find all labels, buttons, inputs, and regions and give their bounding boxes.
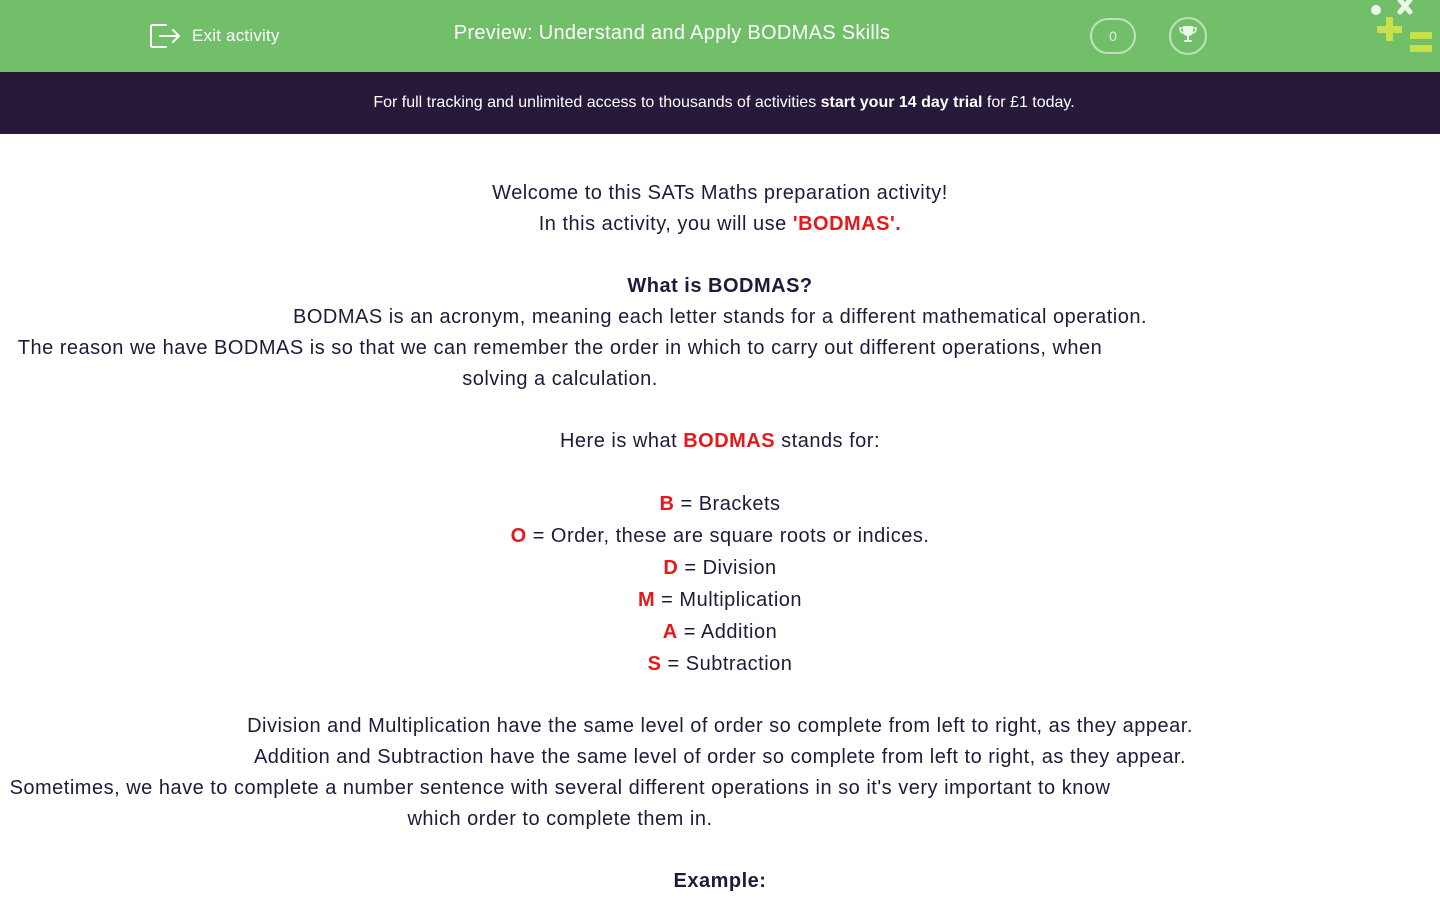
banner-text: For full tracking and unlimited access to thousands of activities <box>373 94 821 111</box>
bodmas-letter: O <box>510 525 527 547</box>
bodmas-meaning: = Division <box>678 557 777 579</box>
question-heading: What is BODMAS? <box>627 275 813 297</box>
intro-text-start: In this activity, you will use <box>538 213 793 235</box>
bodmas-list <box>0 488 1440 680</box>
exit-activity-label: Exit activity <box>192 26 280 45</box>
bodmas-meaning: = Subtraction <box>661 653 793 675</box>
bodmas-meaning: = Addition <box>677 621 778 643</box>
bodmas-meaning: = Multiplication <box>655 589 803 611</box>
importance-text: Sometimes, we have to complete a number sentence with several different operations in so it's very important to know which order to complete them in. <box>9 777 1111 830</box>
reason-text: The reason we have BODMAS is so that we can remember the order in which to carry out different operations, when solving a calculation. <box>17 337 1103 390</box>
bodmas-meaning: = Order, these are square roots or indices. <box>526 525 930 547</box>
trial-banner <box>0 72 1440 134</box>
definition-text: BODMAS is an acronym, meaning each letter stands for a different mathematical operation. <box>292 306 1148 328</box>
bodmas-letter: B <box>659 493 675 515</box>
intro-highlight: 'BODMAS'. <box>792 213 902 235</box>
bodmas-letter: D <box>663 557 679 579</box>
bodmas-letter: A <box>662 621 678 643</box>
list-item <box>0 648 1440 680</box>
stands-for-start: Here is what <box>559 430 684 452</box>
bodmas-meaning: = Brackets <box>674 493 781 515</box>
logo-icon <box>1366 0 1436 60</box>
list-item <box>0 488 1440 520</box>
list-item <box>0 552 1440 584</box>
top-header <box>0 0 1440 72</box>
list-item <box>0 584 1440 616</box>
trophy-icon <box>1176 22 1200 51</box>
rule-division-multiplication: Division and Multiplication have the same level of order so complete from left to right, as they appear. <box>247 715 1193 737</box>
banner-text-end: for £1 today. <box>982 94 1075 111</box>
list-item <box>0 616 1440 648</box>
activity-intro <box>0 178 1440 897</box>
score-counter: 0 <box>1090 18 1136 54</box>
stands-for-highlight: BODMAS <box>683 430 776 452</box>
bodmas-letter: S <box>647 653 662 675</box>
stands-for-text <box>0 426 1440 457</box>
list-item <box>0 520 1440 552</box>
start-trial-link[interactable]: start your 14 day trial <box>820 94 983 111</box>
trophy-button[interactable] <box>1169 17 1207 55</box>
bodmas-letter: M <box>637 589 656 611</box>
stands-for-end: stands for: <box>775 430 881 452</box>
page-title: Preview: Understand and Apply BODMAS Skills <box>453 22 891 44</box>
rule-addition-subtraction: Addition and Subtraction have the same level of order so complete from left to right, as they appear. <box>253 746 1187 768</box>
welcome-text: Welcome to this SATs Maths preparation activity! <box>492 182 948 204</box>
example-heading: Example: <box>673 870 767 892</box>
intro-text <box>0 209 1440 240</box>
